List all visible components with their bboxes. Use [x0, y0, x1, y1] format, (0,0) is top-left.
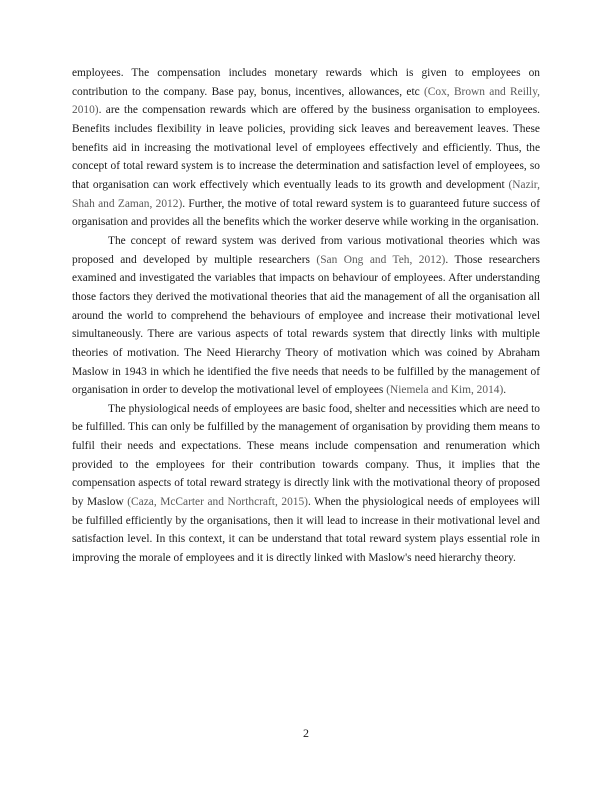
text-run: . When the physiological needs of employees will be fulfilled efficiently by the organisations, then it will lead to increase in their motivational level and satisfaction level. In this context, it can be understand that total reward system plays essential role in improving the morale of employees and it is directly linked with Maslow's need hierarchy theory. — [72, 496, 541, 565]
paragraph-2 — [72, 232, 540, 400]
text-run: . are the compensation rewards which are offered by the business organisation to employees. Benefits includes flexibility in leave policies, providing sick leaves and bereavement leaves. These benefits aid in increasing the motivational level of employees effectively and efficiently. Thus, the concept of total reward system is to increase the determination and satisfaction level of employees, so that organisation can work effectively which eventually leads to its growth and development — [72, 104, 540, 191]
paragraph-3 — [72, 400, 540, 568]
text-run: . — [503, 384, 507, 397]
text-run: . Further, the motive of total reward system is to guaranteed future success of organisation and provides all the benefits which the worker deserve while working in the organisation. — [72, 197, 540, 229]
citation: (San Ong and Teh, 2012) — [316, 253, 446, 266]
text-run: The concept of reward system was derived from various motivational theories which was proposed and developed by multiple researchers — [72, 234, 540, 266]
paragraph-1 — [72, 64, 540, 232]
citation: (Nazir, Shah and Zaman, 2012) — [72, 178, 540, 210]
text-run: The physiological needs of employees are basic food, shelter and necessities which are need to be fulfilled. This can only be fulfilled by the management of organisation by providing them means to fulfil their needs and expectations. These means include compensation and renumeration which provided to the employees for their contribution towards company. Thus, it implies that the compensation aspects of total reward strategy is directly link with the motivational theory of proposed by Maslow — [72, 402, 540, 509]
citation: (Caza, McCarter and Northcraft, 2015) — [127, 496, 308, 509]
citation: (Cox, Brown and Reilly, 2010) — [72, 85, 541, 117]
body-text — [72, 64, 540, 568]
citation: (Niemela and Kim, 2014) — [386, 384, 504, 397]
page-number: 2 — [303, 726, 309, 740]
text-run: employees. The compensation includes monetary rewards which is given to employees on contribution to the company. Base pay, bonus, incentives, allowances, etc — [72, 67, 540, 98]
text-run: . Those researchers examined and investigated the variables that impacts on behaviour of employees. After understanding those factors they derived the motivational theories that aid the management of all the organisation all around the world to comprehend the behaviours of employee and increase their motivational level simultaneously. There are various aspects of total rewards system that directly links with multiple theories of motivation. The Need Hierarchy Theory of motivation which was coined by Abraham Maslow in 1943 in which he identified the five needs that needs to be fulfilled by the management of organisation in order to develop the motivational level of employees — [72, 253, 540, 397]
